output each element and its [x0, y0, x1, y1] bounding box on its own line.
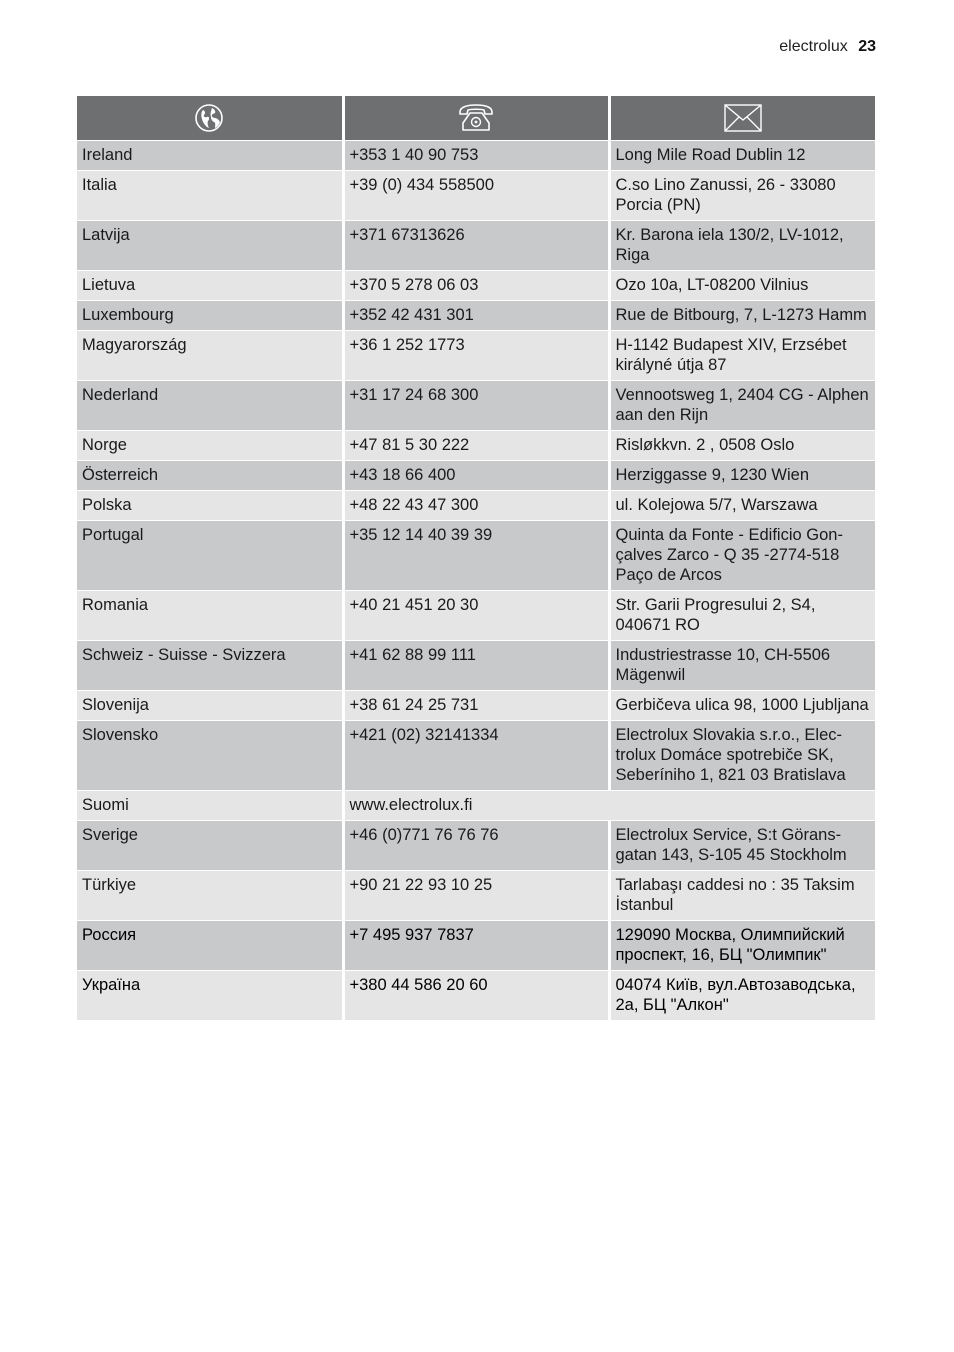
- phone-cell: +370 5 278 06 03: [343, 271, 609, 301]
- country-cell: Lietuva: [77, 271, 343, 301]
- table-row: [77, 791, 875, 821]
- country-cell: Österreich: [77, 461, 343, 491]
- address-cell: 04074 Київ, вул.Автозаводська, 2а, БЦ "Алкон": [609, 971, 875, 1021]
- country-cell: Nederland: [77, 381, 343, 431]
- table-row: [77, 331, 875, 381]
- phone-cell: +39 (0) 434 558500: [343, 171, 609, 221]
- phone-cell: +31 17 24 68 300: [343, 381, 609, 431]
- phone-cell: +353 1 40 90 753: [343, 141, 609, 171]
- address-cell: Vennootsweg 1, 2404 CG - Alphen aan den Rijn: [609, 381, 875, 431]
- table-row: [77, 971, 875, 1021]
- country-cell: Slovensko: [77, 721, 343, 791]
- country-cell: Portugal: [77, 521, 343, 591]
- table-row: [77, 521, 875, 591]
- address-column-header: [609, 96, 875, 141]
- table-row: [77, 491, 875, 521]
- address-cell: Quinta da Fonte - Edificio Gonçalves Zarco - Q 35 -2774-518 Paço de Arcos: [609, 521, 875, 591]
- address-cell: Electrolux Slovakia s.r.o., Electrolux Domáce spotrebiče SK, Seberíniho 1, 821 03 Bratislava: [609, 721, 875, 791]
- table-row: [77, 381, 875, 431]
- table-row: [77, 821, 875, 871]
- phone-cell: +421 (02) 32141334: [343, 721, 609, 791]
- phone-cell: +90 21 22 93 10 25: [343, 871, 609, 921]
- envelope-icon: [723, 103, 763, 133]
- country-cell: Polska: [77, 491, 343, 521]
- country-cell: Türkiye: [77, 871, 343, 921]
- phone-cell: +43 18 66 400: [343, 461, 609, 491]
- table-row: [77, 591, 875, 641]
- page-header: [779, 37, 876, 57]
- table-row: [77, 721, 875, 791]
- country-cell: Suomi: [77, 791, 343, 821]
- address-cell: Kr. Barona iela 130/2, LV-1012, Riga: [609, 221, 875, 271]
- address-cell: Industriestrasse 10, CH-5506 Mägenwil: [609, 641, 875, 691]
- country-column-header: [77, 96, 343, 141]
- address-cell: Tarlabaşı caddesi no : 35 Taksim İstanbul: [609, 871, 875, 921]
- globe-icon: [194, 103, 224, 133]
- table-row: [77, 871, 875, 921]
- country-cell: Luxembourg: [77, 301, 343, 331]
- table-row: [77, 221, 875, 271]
- table-row: [77, 461, 875, 491]
- phone-cell: +46 (0)771 76 76 76: [343, 821, 609, 871]
- phone-column-header: [343, 96, 609, 141]
- country-cell: Россия: [77, 921, 343, 971]
- country-cell: Magyarország: [77, 331, 343, 381]
- table-row: [77, 301, 875, 331]
- address-cell: Gerbičeva ulica 98, 1000 Ljubljana: [609, 691, 875, 721]
- table-row: [77, 271, 875, 301]
- address-cell: H-1142 Budapest XIV, Erzsébet királyné útja 87: [609, 331, 875, 381]
- table-row: [77, 171, 875, 221]
- phone-cell: +40 21 451 20 30: [343, 591, 609, 641]
- country-cell: Sverige: [77, 821, 343, 871]
- phone-cell: +380 44 586 20 60: [343, 971, 609, 1021]
- country-cell: Romania: [77, 591, 343, 641]
- address-cell: Rue de Bitbourg, 7, L-1273 Hamm: [609, 301, 875, 331]
- phone-cell: +38 61 24 25 731: [343, 691, 609, 721]
- telephone-icon: [457, 103, 495, 133]
- address-cell: Herziggasse 9, 1230 Wien: [609, 461, 875, 491]
- table-row: [77, 921, 875, 971]
- page-number: 23: [858, 38, 876, 55]
- table-header-row: [77, 96, 875, 141]
- phone-cell: +48 22 43 47 300: [343, 491, 609, 521]
- address-cell: 129090 Москва, Олимпийский проспект, 16, БЦ "Олимпик": [609, 921, 875, 971]
- phone-cell: +7 495 937 7837: [343, 921, 609, 971]
- country-cell: Schweiz - Suisse - Svizzera: [77, 641, 343, 691]
- website-cell[interactable]: www.electrolux.fi: [343, 791, 875, 821]
- phone-cell: +36 1 252 1773: [343, 331, 609, 381]
- table-row: [77, 431, 875, 461]
- country-cell: Latvija: [77, 221, 343, 271]
- address-cell: Long Mile Road Dublin 12: [609, 141, 875, 171]
- address-cell: Electrolux Service, S:t Göransgatan 143, S-105 45 Stockholm: [609, 821, 875, 871]
- phone-cell: +35 12 14 40 39 39: [343, 521, 609, 591]
- address-cell: Ozo 10a, LT-08200 Vilnius: [609, 271, 875, 301]
- phone-cell: +41 62 88 99 111: [343, 641, 609, 691]
- table-row: [77, 141, 875, 171]
- country-cell: Ireland: [77, 141, 343, 171]
- phone-cell: +352 42 431 301: [343, 301, 609, 331]
- service-contacts-table: [77, 96, 875, 1020]
- country-cell: Norge: [77, 431, 343, 461]
- address-cell: C.so Lino Zanussi, 26 - 33080 Porcia (PN): [609, 171, 875, 221]
- country-cell: Slovenija: [77, 691, 343, 721]
- country-cell: Україна: [77, 971, 343, 1021]
- phone-cell: +371 67313626: [343, 221, 609, 271]
- address-cell: Str. Garii Progresului 2, S4, 040671 RO: [609, 591, 875, 641]
- table-row: [77, 641, 875, 691]
- address-cell: ul. Kolejowa 5/7, Warszawa: [609, 491, 875, 521]
- table-row: [77, 691, 875, 721]
- address-cell: Risløkkvn. 2 , 0508 Oslo: [609, 431, 875, 461]
- country-cell: Italia: [77, 171, 343, 221]
- brand-name: electrolux: [779, 38, 848, 55]
- phone-cell: +47 81 5 30 222: [343, 431, 609, 461]
